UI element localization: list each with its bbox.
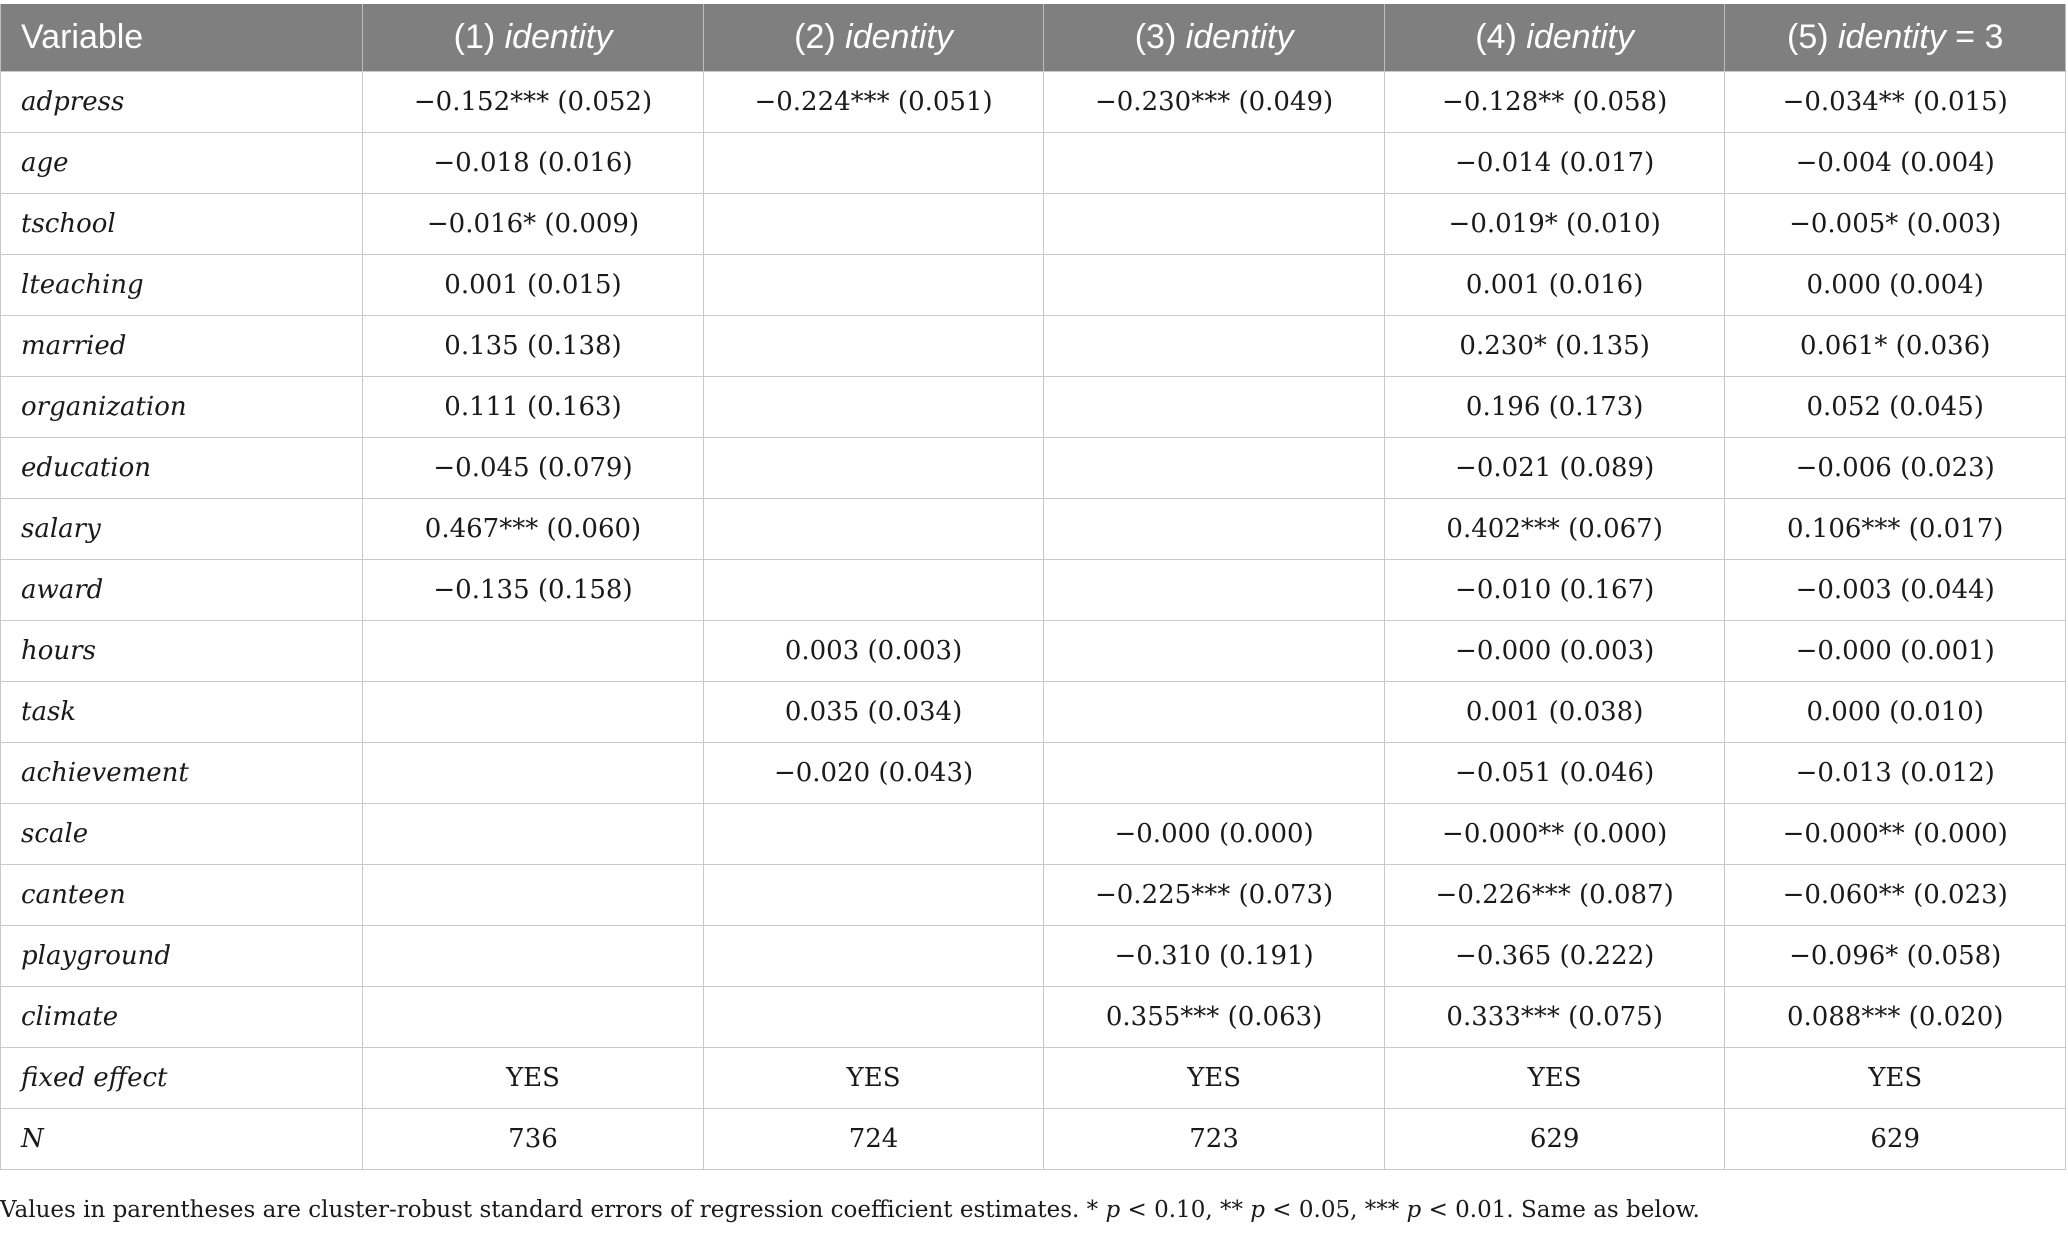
table-row — [1, 865, 2066, 926]
table-row — [1, 377, 2066, 438]
coefficient-cell: 0.088*** (0.020) — [1725, 987, 2066, 1048]
coefficient-cell: 0.001 (0.038) — [1384, 682, 1725, 743]
coefficient-cell: −0.000** (0.000) — [1384, 804, 1725, 865]
coefficient-cell: 724 — [703, 1109, 1044, 1170]
header-suffix: = 3 — [1945, 18, 2004, 56]
coefficient-cell: 0.003 (0.003) — [703, 621, 1044, 682]
table-body — [1, 72, 2066, 1170]
header-label: (5) — [1787, 18, 1838, 56]
coefficient-cell: −0.000 (0.001) — [1725, 621, 2066, 682]
coefficient-cell — [363, 865, 704, 926]
table-row — [1, 499, 2066, 560]
coefficient-cell: −0.005* (0.003) — [1725, 194, 2066, 255]
coefficient-cell — [703, 926, 1044, 987]
coefficient-cell — [1044, 133, 1385, 194]
coefficient-cell: −0.006 (0.023) — [1725, 438, 2066, 499]
coefficient-cell: −0.010 (0.167) — [1384, 560, 1725, 621]
coefficient-cell: −0.014 (0.017) — [1384, 133, 1725, 194]
header-dependent-variable: identity — [845, 18, 953, 56]
coefficient-cell: 736 — [363, 1109, 704, 1170]
row-variable-name: lteaching — [1, 255, 363, 316]
coefficient-cell: −0.135 (0.158) — [363, 560, 704, 621]
row-variable-name: fixed effect — [1, 1048, 363, 1109]
coefficient-cell: −0.230*** (0.049) — [1044, 72, 1385, 133]
table-row — [1, 72, 2066, 133]
coefficient-cell: −0.000** (0.000) — [1725, 804, 2066, 865]
coefficient-cell: 0.106*** (0.017) — [1725, 499, 2066, 560]
coefficient-cell — [363, 804, 704, 865]
column-header-model-3 — [1044, 4, 1385, 72]
coefficient-cell: YES — [1725, 1048, 2066, 1109]
coefficient-cell: −0.225*** (0.073) — [1044, 865, 1385, 926]
row-variable-name: award — [1, 560, 363, 621]
row-variable-name: married — [1, 316, 363, 377]
row-variable-name: salary — [1, 499, 363, 560]
coefficient-cell — [1044, 377, 1385, 438]
header-dependent-variable: identity — [1185, 18, 1294, 56]
coefficient-cell: 0.333*** (0.075) — [1384, 987, 1725, 1048]
coefficient-cell — [1044, 255, 1385, 316]
coefficient-cell — [363, 682, 704, 743]
coefficient-cell: 629 — [1725, 1109, 2066, 1170]
row-variable-name: education — [1, 438, 363, 499]
coefficient-cell: 0.111 (0.163) — [363, 377, 704, 438]
table-row — [1, 682, 2066, 743]
footnote-text: < 0.01. Same as below. — [1421, 1197, 1700, 1223]
coefficient-cell: −0.310 (0.191) — [1044, 926, 1385, 987]
column-header-variable — [1, 4, 363, 72]
coefficient-cell: −0.004 (0.004) — [1725, 133, 2066, 194]
table-row — [1, 1109, 2066, 1170]
footnote-text: p — [1105, 1197, 1121, 1223]
coefficient-cell — [703, 987, 1044, 1048]
table-row — [1, 316, 2066, 377]
coefficient-cell: 0.052 (0.045) — [1725, 377, 2066, 438]
row-variable-name: scale — [1, 804, 363, 865]
coefficient-cell: −0.060** (0.023) — [1725, 865, 2066, 926]
coefficient-cell: −0.128** (0.058) — [1384, 72, 1725, 133]
coefficient-cell — [363, 926, 704, 987]
row-variable-name: organization — [1, 377, 363, 438]
coefficient-cell: −0.020 (0.043) — [703, 743, 1044, 804]
table-row — [1, 621, 2066, 682]
table-row — [1, 987, 2066, 1048]
footnote-text: Values in parentheses are cluster-robust standard errors of regression coefficient estimates. * — [0, 1197, 1106, 1223]
footnote-text: p — [1406, 1197, 1422, 1223]
footnote-text: < 0.10, ** — [1120, 1197, 1251, 1223]
table-row — [1, 926, 2066, 987]
coefficient-cell — [1044, 682, 1385, 743]
coefficient-cell: 0.355*** (0.063) — [1044, 987, 1385, 1048]
row-variable-name: canteen — [1, 865, 363, 926]
coefficient-cell: 0.035 (0.034) — [703, 682, 1044, 743]
coefficient-cell: 0.061* (0.036) — [1725, 316, 2066, 377]
coefficient-cell — [703, 865, 1044, 926]
header-dependent-variable: identity — [504, 18, 613, 56]
coefficient-cell — [703, 560, 1044, 621]
coefficient-cell: −0.003 (0.044) — [1725, 560, 2066, 621]
row-variable-name: tschool — [1, 194, 363, 255]
coefficient-cell: 0.196 (0.173) — [1384, 377, 1725, 438]
row-variable-name: achievement — [1, 743, 363, 804]
coefficient-cell: −0.034** (0.015) — [1725, 72, 2066, 133]
row-variable-name: climate — [1, 987, 363, 1048]
row-variable-name: playground — [1, 926, 363, 987]
coefficient-cell: YES — [703, 1048, 1044, 1109]
header-label: (3) — [1134, 18, 1186, 56]
coefficient-cell: 0.000 (0.010) — [1725, 682, 2066, 743]
coefficient-cell: 0.230* (0.135) — [1384, 316, 1725, 377]
coefficient-cell — [1044, 438, 1385, 499]
column-header-model-5 — [1725, 4, 2066, 72]
coefficient-cell — [1044, 743, 1385, 804]
coefficient-cell: −0.365 (0.222) — [1384, 926, 1725, 987]
coefficient-cell — [1044, 499, 1385, 560]
coefficient-cell — [1044, 560, 1385, 621]
coefficient-cell: −0.021 (0.089) — [1384, 438, 1725, 499]
table-row — [1, 255, 2066, 316]
coefficient-cell — [363, 621, 704, 682]
header-label: (4) — [1475, 18, 1527, 56]
column-header-model-4 — [1384, 4, 1725, 72]
coefficient-cell — [703, 194, 1044, 255]
coefficient-cell: −0.019* (0.010) — [1384, 194, 1725, 255]
coefficient-cell: −0.013 (0.012) — [1725, 743, 2066, 804]
column-header-model-2 — [703, 4, 1044, 72]
table-header-row — [1, 4, 2066, 72]
coefficient-cell — [703, 804, 1044, 865]
coefficient-cell — [703, 377, 1044, 438]
coefficient-cell: 0.001 (0.016) — [1384, 255, 1725, 316]
table-row — [1, 133, 2066, 194]
header-label: (2) — [794, 18, 846, 56]
coefficient-cell — [363, 987, 704, 1048]
coefficient-cell: 0.402*** (0.067) — [1384, 499, 1725, 560]
coefficient-cell: 0.467*** (0.060) — [363, 499, 704, 560]
coefficient-cell: −0.016* (0.009) — [363, 194, 704, 255]
coefficient-cell: YES — [1384, 1048, 1725, 1109]
coefficient-cell: −0.018 (0.016) — [363, 133, 704, 194]
regression-table-container — [0, 4, 2066, 1170]
coefficient-cell: −0.000 (0.000) — [1044, 804, 1385, 865]
coefficient-cell — [703, 133, 1044, 194]
coefficient-cell: −0.152*** (0.052) — [363, 72, 704, 133]
coefficient-cell — [1044, 316, 1385, 377]
coefficient-cell: 0.001 (0.015) — [363, 255, 704, 316]
footnote-text: p — [1250, 1197, 1265, 1223]
header-label: (1) — [453, 18, 505, 56]
coefficient-cell — [1044, 194, 1385, 255]
header-dependent-variable: identity — [1838, 18, 1946, 56]
coefficient-cell — [1044, 621, 1385, 682]
coefficient-cell: −0.226*** (0.087) — [1384, 865, 1725, 926]
coefficient-cell: −0.051 (0.046) — [1384, 743, 1725, 804]
coefficient-cell: −0.224*** (0.051) — [703, 72, 1044, 133]
row-variable-name: age — [1, 133, 363, 194]
table-footnote — [0, 1197, 1700, 1223]
coefficient-cell: YES — [363, 1048, 704, 1109]
row-variable-name: N — [1, 1109, 363, 1170]
table-row — [1, 804, 2066, 865]
coefficient-cell — [703, 255, 1044, 316]
table-row — [1, 438, 2066, 499]
column-header-model-1 — [363, 4, 704, 72]
row-variable-name: adpress — [1, 72, 363, 133]
table-row — [1, 743, 2066, 804]
coefficient-cell: 723 — [1044, 1109, 1385, 1170]
coefficient-cell — [703, 438, 1044, 499]
coefficient-cell — [703, 316, 1044, 377]
coefficient-cell: 629 — [1384, 1109, 1725, 1170]
row-variable-name: hours — [1, 621, 363, 682]
header-label: Variable — [21, 18, 144, 56]
regression-table — [0, 4, 2066, 1170]
coefficient-cell — [363, 743, 704, 804]
table-row — [1, 1048, 2066, 1109]
coefficient-cell — [703, 499, 1044, 560]
coefficient-cell: 0.135 (0.138) — [363, 316, 704, 377]
coefficient-cell: −0.000 (0.003) — [1384, 621, 1725, 682]
footnote-text: < 0.05, *** — [1265, 1197, 1407, 1223]
table-row — [1, 560, 2066, 621]
row-variable-name: task — [1, 682, 363, 743]
table-row — [1, 194, 2066, 255]
coefficient-cell: 0.000 (0.004) — [1725, 255, 2066, 316]
coefficient-cell: −0.096* (0.058) — [1725, 926, 2066, 987]
header-dependent-variable: identity — [1526, 18, 1634, 56]
coefficient-cell: −0.045 (0.079) — [363, 438, 704, 499]
coefficient-cell: YES — [1044, 1048, 1385, 1109]
